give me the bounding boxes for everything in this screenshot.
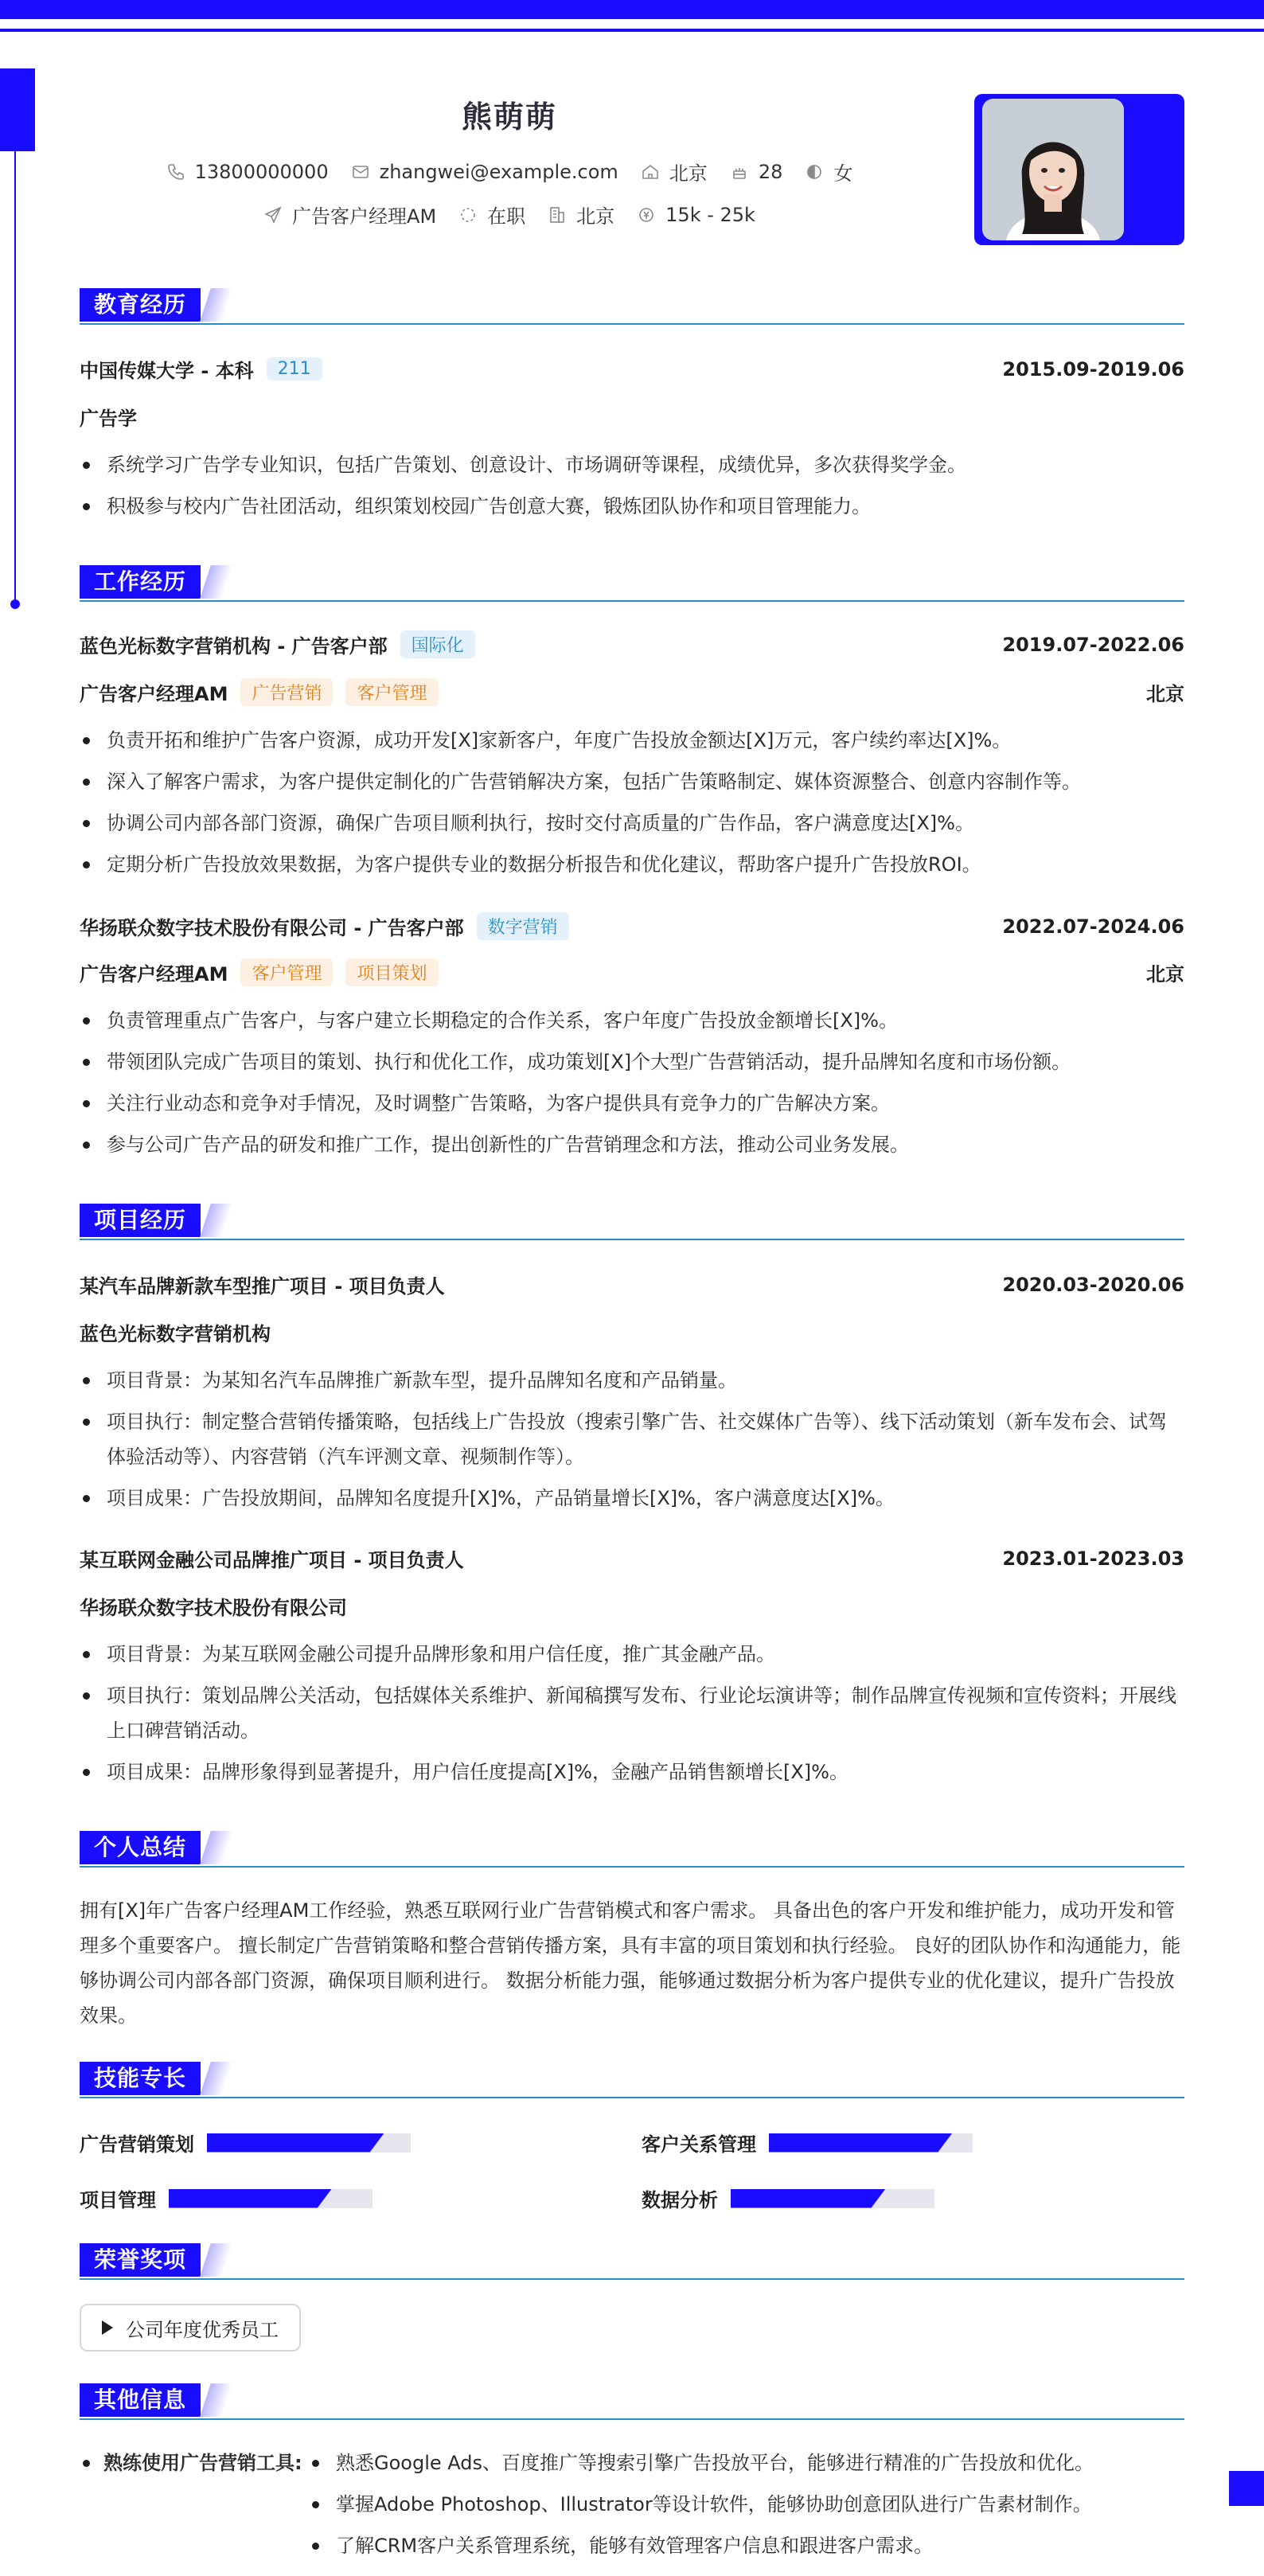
skill-name: 数据分析 — [642, 2189, 718, 2211]
list-item: 项目成果：品牌形象得到显著提升，用户信任度提高[X]%，金融产品销售额增长[X]%。 — [80, 1754, 1184, 1790]
contact-row — [80, 158, 939, 185]
project-1-company: 蓝色光标数字营销机构 — [80, 1323, 271, 1345]
section-skills-title: 技能专长 — [80, 2062, 201, 2095]
company-tag: 数字营销 — [477, 912, 569, 940]
phone-item — [166, 161, 329, 183]
section-rule — [80, 1866, 1184, 1868]
photo-frame — [974, 94, 1184, 245]
position-item — [263, 201, 436, 228]
work-1-role — [80, 678, 439, 706]
section-projects-header — [80, 1204, 1184, 1240]
section-rule — [80, 1239, 1184, 1240]
gender-item — [805, 158, 852, 185]
company-name: 蓝色光标数字营销机构 - 广告客户部 — [80, 635, 388, 658]
salary-item — [637, 204, 755, 226]
work-2-org — [80, 912, 569, 940]
list-item: 项目执行：策划品牌公关活动，包括媒体关系维护、新闻稿撰写发布、行业论坛演讲等；制作品牌宣传视频和宣传资料；开展线上口碑营销活动。 — [80, 1678, 1184, 1748]
project-2-row — [80, 1544, 1184, 1572]
school-name: 中国传媒大学 - 本科 — [80, 360, 254, 382]
section-projects-title: 项目经历 — [80, 1204, 201, 1237]
salary-icon — [637, 205, 656, 224]
resume-header — [80, 88, 1184, 255]
gender-icon — [805, 162, 824, 181]
section-honors-title: 荣誉奖项 — [80, 2243, 201, 2277]
role-tag: 广告营销 — [240, 678, 333, 706]
school-tag: 211 — [267, 357, 322, 381]
project-2-bullets — [80, 1637, 1184, 1796]
section-rule — [80, 323, 1184, 325]
list-item: 项目执行：制定整合营销传播策略，包括线上广告投放（搜索引擎广告、社交媒体广告等）、线下活动策划（新车发布会、试驾体验活动等）、内容营销（汽车评测文章、视频制作等）。 — [80, 1404, 1184, 1474]
section-summary-title: 个人总结 — [80, 1831, 201, 1864]
award-label: 公司年度优秀员工 — [126, 2318, 279, 2341]
position-text: 广告客户经理AM — [292, 205, 437, 228]
work-1-row — [80, 630, 1184, 658]
role-title: 广告客户经理AM — [80, 683, 228, 705]
section-title-decoration — [200, 1204, 233, 1237]
building-icon — [548, 205, 567, 224]
education-date: 2015.09-2019.06 — [1002, 357, 1184, 381]
project-1-title: 某汽车品牌新款车型推广项目 - 项目负责人 — [80, 1275, 445, 1298]
skill-fill — [207, 2133, 384, 2153]
role-tag: 客户管理 — [240, 958, 333, 986]
work-city-text: 北京 — [576, 205, 615, 228]
section-title-decoration — [200, 2062, 233, 2095]
work-2-row — [80, 912, 1184, 940]
work-1-date: 2019.07-2022.06 — [1002, 633, 1184, 656]
award-item[interactable] — [80, 2304, 301, 2352]
education-bullets — [80, 447, 1184, 530]
play-icon — [102, 2320, 113, 2335]
list-item: 参与公司广告产品的研发和推广工作，提出创新性的广告营销理念和方法，推动公司业务发展。 — [80, 1127, 1184, 1162]
skill-fill — [731, 2189, 886, 2208]
skill-fill — [169, 2189, 332, 2208]
section-title-decoration — [200, 288, 233, 322]
section-education-header — [80, 288, 1184, 325]
email-item — [351, 161, 618, 183]
list-item: 系统学习广告学专业知识，包括广告策划、创意设计、市场调研等课程，成绩优异，多次获得奖学金。 — [80, 447, 1184, 482]
skill-bar — [207, 2133, 411, 2153]
gender-text: 女 — [833, 162, 853, 185]
work-2-city: 北京 — [1146, 963, 1184, 986]
salary-text: 15k - 25k — [665, 203, 755, 226]
job-intent-row — [80, 201, 939, 228]
skill-fill — [769, 2133, 952, 2153]
section-work-header — [80, 565, 1184, 602]
status-text: 在职 — [487, 205, 526, 228]
list-item: 掌握Adobe Photoshop、Illustrator等设计软件，能够协助创意团队进行广告素材制作。 — [309, 2487, 1184, 2522]
age-icon — [730, 162, 749, 181]
project-2-date: 2023.01-2023.03 — [1002, 1547, 1184, 1570]
work-1-role-row — [80, 678, 1184, 706]
role-tag: 项目策划 — [345, 958, 438, 986]
section-rule — [80, 2278, 1184, 2280]
list-item: 了解CRM客户关系管理系统，能够有效管理客户信息和跟进客户需求。 — [309, 2528, 1184, 2563]
role-tag: 客户管理 — [345, 678, 438, 706]
section-work-title: 工作经历 — [80, 565, 201, 599]
role-title: 广告客户经理AM — [80, 963, 228, 986]
list-item: 负责开拓和维护广告客户资源，成功开发[X]家新客户，年度广告投放金额达[X]万元，客户续约率达[X]%。 — [80, 723, 1184, 758]
mail-icon — [351, 162, 370, 181]
other-list — [309, 2445, 1184, 2570]
avatar — [982, 99, 1124, 240]
skill-item — [80, 2184, 373, 2212]
age-item — [730, 161, 783, 183]
section-title-decoration — [200, 565, 233, 599]
status-icon — [458, 205, 478, 224]
home-icon — [641, 162, 660, 181]
education-school — [80, 355, 322, 383]
work-1-bullets — [80, 723, 1184, 888]
section-rule — [80, 2418, 1184, 2420]
other-label: 熟练使用广告营销工具: — [103, 2445, 302, 2480]
section-title-decoration — [200, 2243, 233, 2277]
section-other-title: 其他信息 — [80, 2383, 201, 2417]
location-text: 北京 — [669, 162, 708, 185]
work-1-city: 北京 — [1146, 683, 1184, 705]
skill-bar — [731, 2189, 934, 2208]
project-1-company-row — [80, 1318, 1184, 1346]
project-2-company: 华扬联众数字技术股份有限公司 — [80, 1597, 347, 1619]
other-info — [80, 2445, 1184, 2573]
section-summary-header — [80, 1831, 1184, 1868]
section-honors-header — [80, 2243, 1184, 2280]
list-item: 积极参与校内广告社团活动，组织策划校园广告创意大赛，锻炼团队协作和项目管理能力。 — [80, 489, 1184, 524]
skill-item — [642, 2129, 973, 2156]
send-icon — [263, 205, 283, 224]
project-1-bullets — [80, 1363, 1184, 1522]
list-item: 项目成果：广告投放期间，品牌知名度提升[X]%，产品销量增长[X]%，客户满意度达[X]%。 — [80, 1481, 1184, 1516]
list-item: 协调公司内部各部门资源，确保广告项目顺利执行，按时交付高质量的广告作品，客户满意度达[X]%。 — [80, 806, 1184, 841]
education-row — [80, 355, 1184, 383]
location-item — [641, 158, 708, 185]
work-1-org — [80, 630, 475, 658]
candidate-name: 熊萌萌 — [461, 100, 557, 135]
skill-name: 客户关系管理 — [642, 2133, 756, 2156]
phone-icon — [166, 162, 185, 181]
right-accent-square — [1229, 2471, 1264, 2506]
work-2-bullets — [80, 1003, 1184, 1169]
education-major-row — [80, 403, 1184, 431]
work-city-item — [548, 201, 614, 228]
project-1-date: 2020.03-2020.06 — [1002, 1273, 1184, 1296]
list-item: 带领团队完成广告项目的策划、执行和优化工作，成功策划[X]个大型广告营销活动，提升品牌知名度和市场份额。 — [80, 1044, 1184, 1079]
section-rule — [80, 600, 1184, 602]
work-2-role — [80, 958, 439, 986]
work-2-role-row — [80, 958, 1184, 986]
skill-item — [80, 2129, 411, 2156]
list-item: 关注行业动态和竞争对手情况，及时调整广告策略，为客户提供具有竞争力的广告解决方案。 — [80, 1086, 1184, 1121]
project-2-title: 某互联网金融公司品牌推广项目 - 项目负责人 — [80, 1549, 464, 1571]
company-name: 华扬联众数字技术股份有限公司 - 广告客户部 — [80, 917, 464, 939]
section-title-decoration — [200, 1831, 233, 1864]
skill-name: 项目管理 — [80, 2189, 156, 2211]
list-item: 项目背景：为某互联网金融公司提升品牌形象和用户信任度，推广其金融产品。 — [80, 1637, 1184, 1672]
work-2-date: 2022.07-2024.06 — [1002, 915, 1184, 938]
section-other-header — [80, 2383, 1184, 2420]
top-accent-line — [0, 29, 1264, 32]
project-1-row — [80, 1270, 1184, 1298]
section-rule — [80, 2097, 1184, 2098]
education-major: 广告学 — [80, 408, 137, 430]
left-accent-line — [14, 151, 16, 605]
section-title-decoration — [200, 2383, 233, 2417]
status-item — [458, 201, 525, 228]
email-text: zhangwei@example.com — [379, 160, 618, 183]
top-accent-bar — [0, 0, 1264, 19]
company-tag: 国际化 — [400, 630, 475, 658]
skill-bar — [769, 2133, 973, 2153]
phone-text: 13800000000 — [194, 160, 329, 183]
skill-name: 广告营销策划 — [80, 2133, 194, 2156]
list-item: 负责管理重点广告客户，与客户建立长期稳定的合作关系，客户年度广告投放金额增长[X]%。 — [80, 1003, 1184, 1038]
left-accent-dot — [10, 599, 20, 609]
list-item: 深入了解客户需求，为客户提供定制化的广告营销解决方案，包括广告策略制定、媒体资源整合、创意内容制作等。 — [80, 764, 1184, 799]
section-skills-header — [80, 2062, 1184, 2098]
skill-bar — [169, 2189, 373, 2208]
project-2-company-row — [80, 1592, 1184, 1620]
list-item: 项目背景：为某知名汽车品牌推广新款车型，提升品牌知名度和产品销量。 — [80, 1363, 1184, 1398]
list-item: 熟悉Google Ads、百度推广等搜索引擎广告投放平台，能够进行精准的广告投放和优化。 — [309, 2445, 1184, 2480]
summary-text: 拥有[X]年广告客户经理AM工作经验，熟悉互联网行业广告营销模式和客户需求。 具备出色的客户开发和维护能力，成功开发和管理多个重要客户。 擅长制定广告营销策略和整合营销传播方案，具有丰富的项目策划和执行经验。 良好的团队协作和沟通能力，能够协调公司内部各部门资源，确保项目顺利进行。 数据分析能力强，能够通过数据分析为客户提供专业的优化建议，提升广告投放效果。 — [80, 1899, 1181, 2027]
left-accent-block — [0, 68, 35, 151]
age-text: 28 — [758, 160, 783, 183]
section-education-title: 教育经历 — [80, 288, 201, 322]
list-item: 定期分析广告投放效果数据，为客户提供专业的数据分析报告和优化建议，帮助客户提升广告投放ROI。 — [80, 847, 1184, 882]
skill-item — [642, 2184, 934, 2212]
